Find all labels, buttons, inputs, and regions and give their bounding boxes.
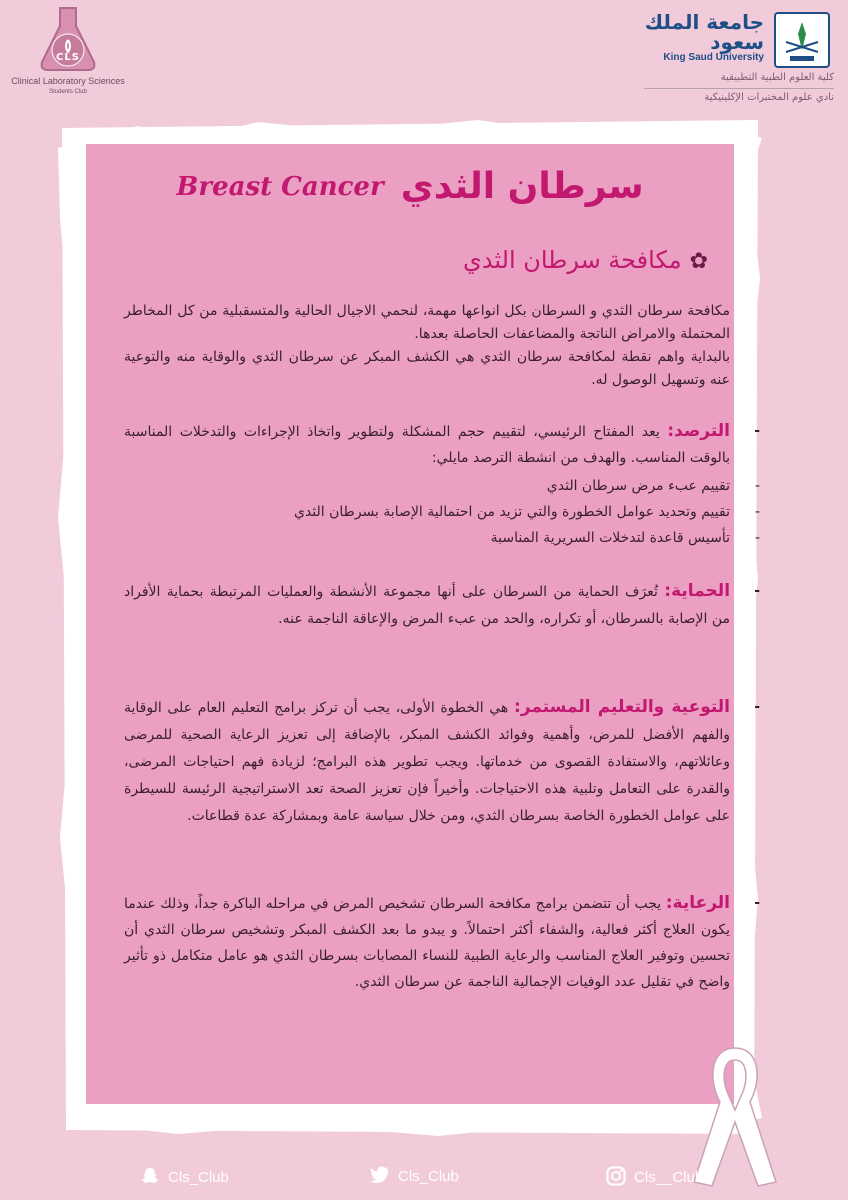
section-text: هي الخطوة الأولى، يجب أن تركز برامج التعليم العام على الوقاية والفهم الأفضل للمرض، وأهمية وفوائد الكشف المبكر، بالإضافة إلى تعزيز الرعاية الصحية للمرضى وعائلاتهم، والاستفادة القصوى من خدماتها. ويجب تطوير هذه البرامج؛ لزيادة فهم احتياجات المرضى، والقدرة على التعامل وتلبية هذه الاحتياجات. وأخيراً فإن تعزيز الصحة تعد الاستراتيجية الرئيسة للسيطرة على عوامل الخطورة الخاصة بسرطان الثدي، ومن خلال سياسة عامة وبمشاركة عدة قطاعات.: [124, 700, 730, 824]
section-heading: الترصد:: [667, 421, 731, 441]
section-text: تُعرَف الحماية من السرطان على أنها مجموعة الأنشطة والعمليات المرتبطة بحماية الأفراد من الإصابة بالسرطان، أو تكراره، والحد من عبء المرض والإعاقة الناجمة عنه.: [124, 584, 730, 627]
dash-bullet: -: [754, 478, 760, 494]
ksu-logo: [608, 8, 834, 108]
snapchat-link[interactable]: [140, 1166, 229, 1190]
section-text: يجب أن تتضمن برامج مكافحة السرطان تشخيص المرض في مراحله الباكرة جداً، وذلك عندما يكون العلاج أكثر فعالية، والشفاء أكثر احتمالاً. و يبدو ما بعد الكشف المبكر وتشخيص سرطان الثدي أن تحسين وتوفير العلاج المناسب والرعاية الطبية للنساء المصابات بسرطان الثدي هو عامل متكامل ذو تأثير واضح في تقليل عدد الوفيات الإجمالية الناجمة عن سرطان الثدي.: [124, 896, 730, 990]
twitter-link[interactable]: [370, 1166, 459, 1188]
snapchat-handle: Cls_Club: [168, 1168, 229, 1186]
list-item: [124, 499, 760, 525]
section-heading: الرعاية:: [665, 893, 730, 913]
twitter-handle: Cls_Club: [398, 1167, 459, 1185]
list-item: [124, 525, 760, 551]
section-surveillance: [124, 418, 760, 551]
dash-bullet: -: [754, 895, 760, 911]
section-text: يعد المفتاح الرئيسي، لتقييم حجم المشكلة ولتطوير واتخاذ الإجراءات والتدخلات المناسبة بالوقت المناسب. والهدف من انشطة الترصد مايلي:: [124, 424, 730, 466]
dash-bullet: -: [754, 583, 760, 599]
intro-paragraph: مكافحة سرطان الثدي و السرطان بكل انواعها مهمة، لنحمي الاجيال الحالية والمتسقبلية من كل المخاطر المحتملة والامراض الناتجة والمضاعفات الحاصلة بعدها.: [124, 303, 730, 342]
list-item-text: تقييم وتحديد عوامل الخطورة والتي تزيد من احتمالية الإصابة بسرطان الثدي: [294, 504, 730, 520]
intro-paragraph: بالبداية واهم نقطة لمكافحة سرطان الثدي هي الكشف المبكر عن سرطان الثدي والوقاية منه والتوعية عنه وتسهيل الوصول له.: [124, 349, 730, 388]
list-item-text: تأسيس قاعدة لتدخلات السريرية المناسبة: [490, 530, 730, 546]
ksu-english-name: King Saud University: [663, 52, 764, 63]
dash-bullet: -: [754, 423, 760, 439]
section-care: [124, 890, 760, 995]
subtitle-text: مكافحة سرطان الثدي: [463, 246, 682, 274]
dash-bullet: -: [754, 504, 760, 520]
instagram-handle: Cls__Club: [634, 1168, 704, 1186]
title-row: [86, 166, 734, 207]
footer: [0, 1162, 848, 1192]
twitter-icon: [370, 1166, 390, 1188]
cls-club-logo: [8, 6, 128, 102]
instagram-icon: [606, 1166, 626, 1190]
intro-text: [124, 300, 730, 392]
ksu-seal-icon: [774, 12, 830, 68]
cls-abbr: CLS: [56, 52, 80, 63]
section-protection: [124, 578, 760, 633]
ksu-arabic-name: جامعة الملك سعود: [644, 10, 764, 54]
dash-bullet: -: [754, 530, 760, 546]
flower-icon: ✿: [689, 249, 708, 274]
section-heading: الحماية:: [664, 581, 731, 601]
list-item: [124, 473, 760, 499]
page-title-english: Breast Cancer: [176, 171, 384, 202]
dash-bullet: -: [754, 699, 760, 715]
section-awareness: [124, 694, 760, 830]
ksu-divider: [644, 88, 834, 89]
cls-name: Clinical Laboratory Sciences: [11, 76, 125, 86]
ksu-college: كلية العلوم الطبية التطبيقية: [720, 72, 834, 83]
page-title: سرطان الثدي: [400, 166, 644, 207]
bullet-list: [124, 473, 760, 551]
section-heading: التوعية والتعليم المستمر:: [513, 697, 731, 717]
snapchat-icon: [140, 1166, 160, 1190]
cls-sub: Students Club: [49, 89, 87, 95]
section-subtitle: [463, 246, 708, 274]
instagram-link[interactable]: [606, 1166, 703, 1190]
ksu-club: نادي علوم المختبرات الإكلينيكية: [704, 92, 834, 103]
list-item-text: تقييم عبء مرض سرطان الثدي: [546, 478, 730, 494]
